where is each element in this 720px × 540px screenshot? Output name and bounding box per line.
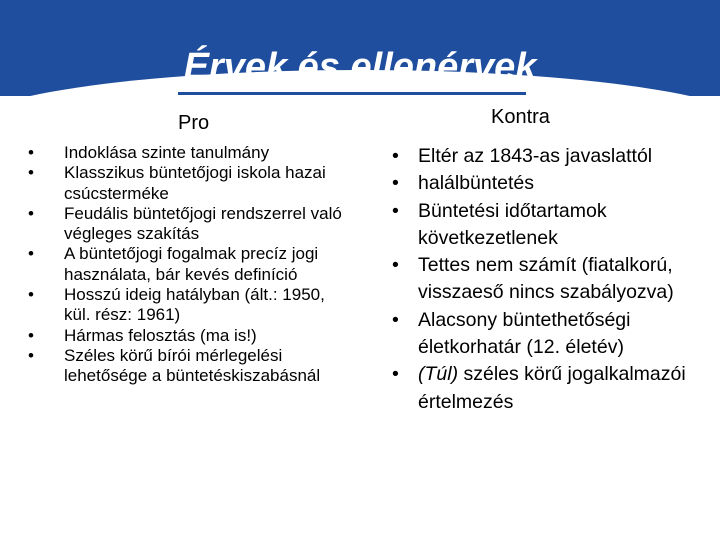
bullet-icon: • — [28, 163, 34, 183]
list-item-text: Klasszikus büntetőjogi iskola hazai csúcsterméke — [64, 163, 326, 203]
list-item — [392, 361, 702, 416]
bullet-icon: • — [28, 203, 34, 223]
title-underline — [178, 92, 526, 95]
list-item — [392, 198, 702, 253]
pro-list — [28, 143, 348, 387]
pro-heading: Pro — [178, 112, 210, 134]
list-item — [28, 326, 348, 346]
list-item — [28, 244, 348, 285]
list-item — [392, 143, 702, 170]
bullet-icon: • — [392, 172, 399, 195]
bullet-icon: • — [392, 145, 399, 167]
list-item — [28, 204, 348, 245]
list-item-text: halálbüntetés — [418, 172, 535, 195]
list-item — [392, 307, 702, 362]
list-item-text: széles körű jogalkalmazói értelmezés — [418, 363, 686, 413]
list-item-italic-prefix: (Túl) — [418, 363, 459, 386]
bullet-icon: • — [392, 199, 399, 222]
bullet-icon: • — [28, 244, 34, 264]
kontra-list — [392, 143, 702, 416]
list-item — [28, 143, 348, 163]
bullet-icon: • — [392, 254, 399, 277]
list-item-text: Feudális büntetőjogi rendszerrel való végleges szakítás — [64, 203, 342, 244]
bullet-icon: • — [28, 143, 34, 162]
list-item — [392, 252, 702, 307]
list-item — [28, 346, 348, 387]
list-item-text: Tettes nem számít (fiatalkorú, visszaeső nincs szabályozva) — [418, 254, 674, 304]
list-item-text: Eltér az 1843-as javaslattól — [418, 145, 653, 167]
list-item-text: Hármas felosztás (ma is!) — [64, 325, 257, 345]
list-item — [392, 170, 702, 197]
list-item-text: Széles körű bírói mérlegelési lehetősége a büntetéskiszabásnál — [64, 345, 321, 386]
list-item — [28, 285, 348, 326]
bullet-icon: • — [392, 363, 399, 386]
list-item-text: A büntetőjogi fogalmak precíz jogi használata, bár kevés definíció — [64, 244, 319, 284]
bullet-icon: • — [28, 325, 34, 345]
list-item-text: Büntetési időtartamok következetlenek — [418, 199, 607, 249]
kontra-heading: Kontra — [491, 106, 550, 128]
list-item-text: Hosszú ideig hatályban (ált.: 1950, kül. rész: 1961) — [64, 285, 325, 325]
list-item-text: Indoklása szinte tanulmány — [64, 143, 270, 162]
bullet-icon: • — [28, 285, 34, 305]
list-item — [28, 163, 348, 204]
list-item-text: Alacsony büntethetőségi életkorhatár (12. életév) — [418, 308, 631, 359]
slide-title: Érvek és ellenérvek — [183, 46, 537, 88]
bullet-icon: • — [392, 308, 399, 331]
bullet-icon: • — [28, 345, 34, 365]
